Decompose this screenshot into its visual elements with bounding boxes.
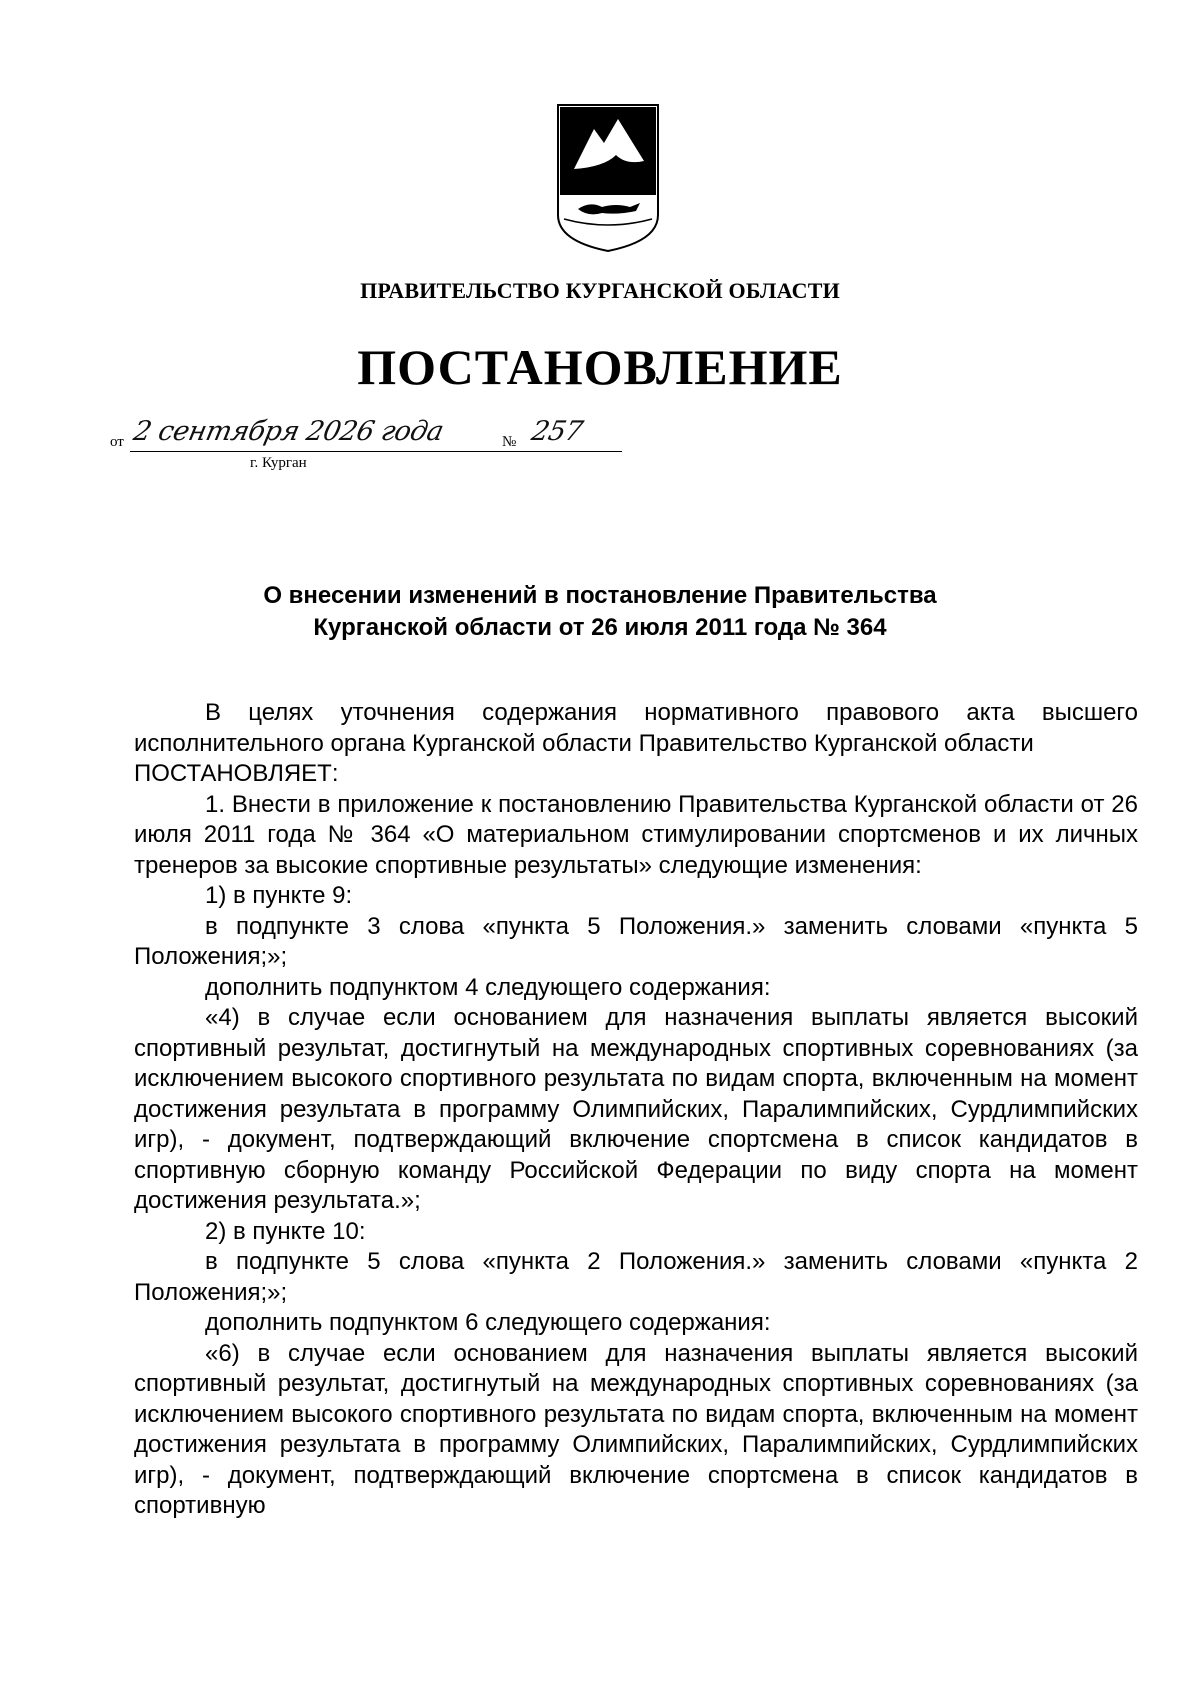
body-paragraph: в подпункте 5 слова «пункта 2 Положения.» заменить словами «пункта 2 Положения;»; <box>134 1248 1138 1306</box>
body-paragraph: ПОСТАНОВЛЯЕТ: <box>134 760 339 787</box>
body-paragraph: «4) в случае если основанием для назначения выплаты является высокий спортивный результат, достигнутый на международных спортивных соревнованиях (за исключением высокого спортивного результата по видам спорта, включенным на момент достижения результата в программу Олимпийских, Паралимпийских, Сурдлимпийских игр), - документ, подтверждающий включение спортсмена в список кандидатов в спортивную сборную команду Российской Федерации по виду спорта на момент достижения результата.»; <box>134 1004 1138 1214</box>
body-paragraph: 2) в пункте 10: <box>205 1217 366 1245</box>
body-paragraph: «6) в случае если основанием для назначения выплаты является высокий спортивный результат, достигнутый на международных спортивных соревнованиях (за исключением высокого спортивного результата по видам спорта, включенным на момент достижения результата в программу Олимпийских, Паралимпийских, Сурдлимпийских игр), - документ, подтверждающий включение спортсмена в список кандидатов в спортивную <box>134 1339 1138 1519</box>
subject-line-2: Курганской области от 26 июля 2011 года № 364 <box>313 614 887 641</box>
number-sign: № <box>502 434 517 450</box>
document-subject <box>0 580 1200 644</box>
government-name: ПРАВИТЕЛЬСТВО КУРГАНСКОЙ ОБЛАСТИ <box>360 278 840 303</box>
body-paragraph: В целях уточнения содержания нормативного правового акта высшего исполнительного органа Курганской области Правительство Курганской области <box>134 699 1138 757</box>
dateline <box>110 416 630 482</box>
subject-line-1: О внесении изменений в постановление Правительства <box>263 582 937 609</box>
city-label: г. Курган <box>250 455 307 471</box>
body-paragraph: дополнить подпунктом 6 следующего содержания: <box>205 1309 771 1336</box>
body-paragraph: 1) в пункте 9: <box>205 882 353 909</box>
document-type-title: ПОСТАНОВЛЕНИЕ <box>357 339 843 395</box>
document-body <box>134 698 1138 1522</box>
body-paragraph: дополнить подпунктом 4 следующего содержания: <box>205 973 771 1001</box>
handwritten-number: 257 <box>528 416 586 447</box>
number-underline <box>522 451 622 452</box>
body-paragraph: в подпункте 3 слова «пункта 5 Положения.» заменить словами «пункта 5 Положения;»; <box>134 912 1138 970</box>
body-paragraph: 1. Внести в приложение к постановлению Правительства Курганской области от 26 июля 2011 года № 364 «О материальном стимулировании спортсменов и их личных тренеров за высокие спортивные результаты» следующие изменения: <box>134 790 1138 879</box>
handwritten-date: 2 сентября 2026 года <box>130 416 447 447</box>
kurgan-coat-of-arms-icon <box>556 103 660 253</box>
date-prefix: от <box>110 434 124 450</box>
